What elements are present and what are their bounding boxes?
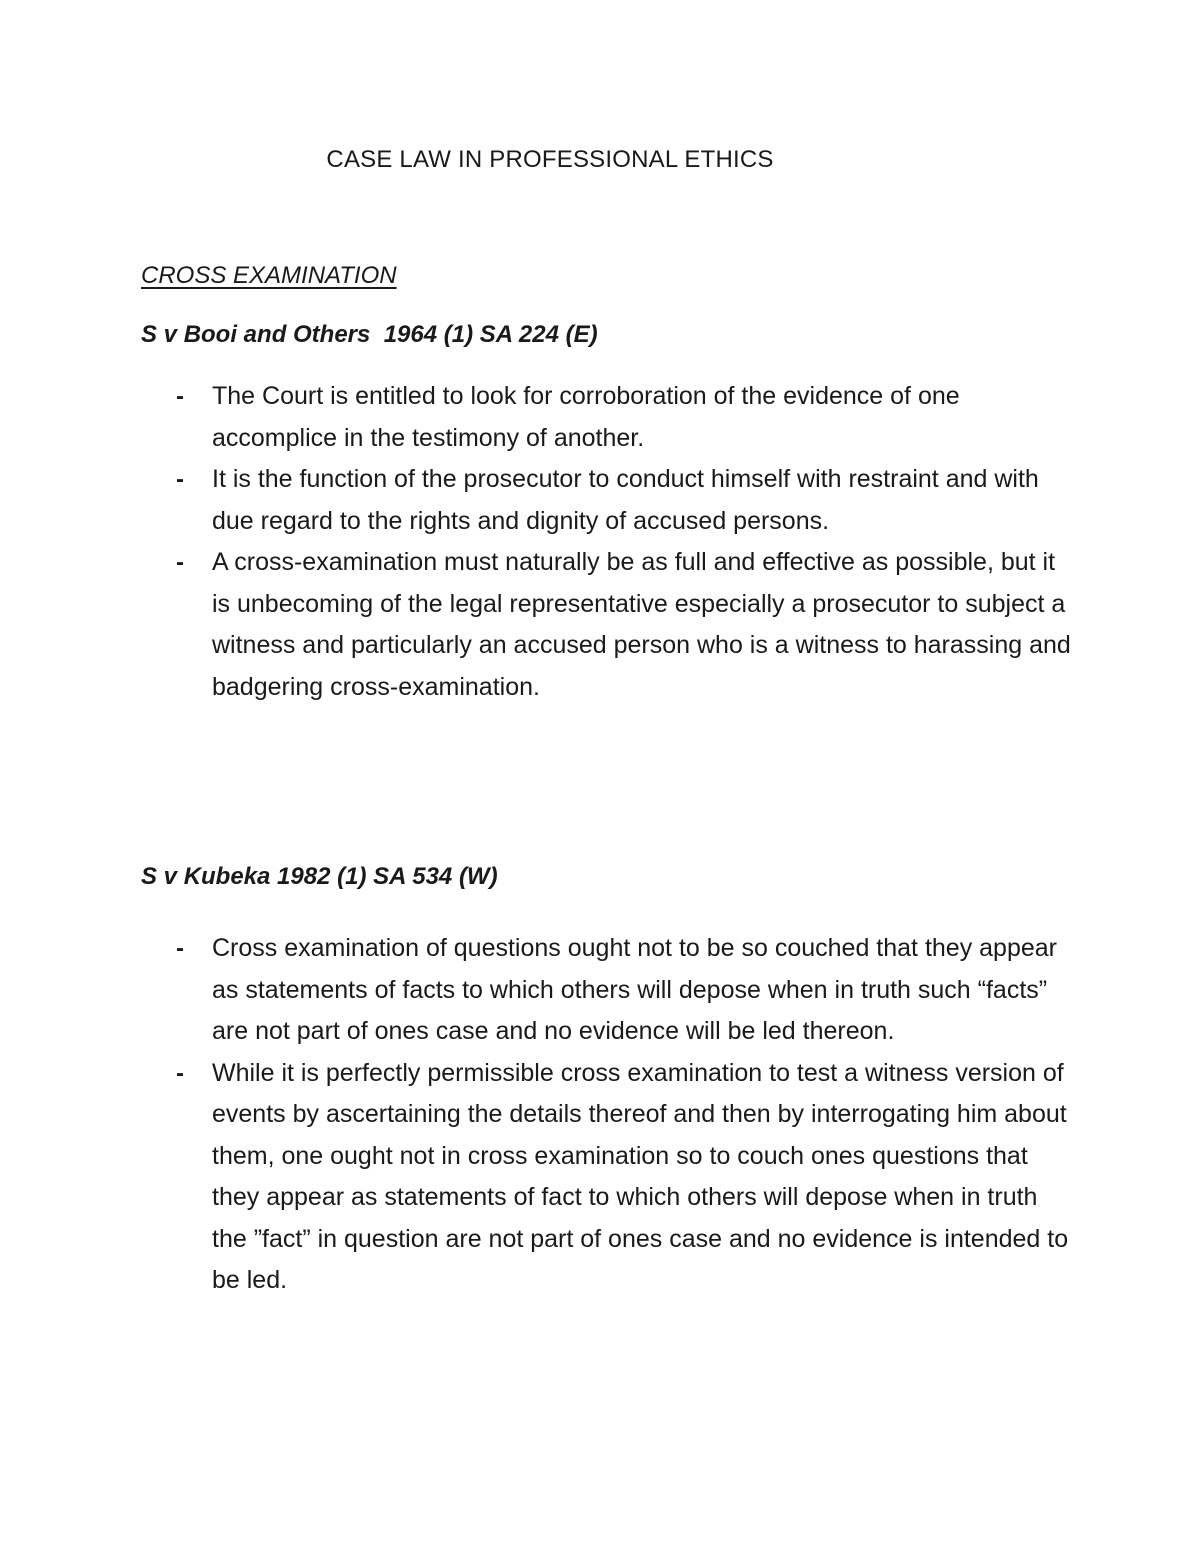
case-title: S v Booi and Others 1964 (1) SA 224 (E) bbox=[141, 321, 598, 348]
list-item bbox=[141, 376, 1071, 459]
point-text: Cross examination of questions ought not to be so couched that they appear as statements of facts to which others will depose when in truth such “facts” are not part of ones case and no evidence will be led thereon. bbox=[212, 934, 1057, 1045]
point-text: It is the function of the prosecutor to conduct himself with restraint and with due regard to the rights and dignity of accused persons. bbox=[212, 465, 1039, 535]
list-item bbox=[141, 459, 1071, 542]
point-text: While it is perfectly permissible cross examination to test a witness version of events by ascertaining the details thereof and then by interrogating him about them, one ought not in cross examination so to couch ones questions that they appear as statements of fact to which others will depose when in truth the ”fact” in question are not part of ones case and no evidence is intended to be led. bbox=[212, 1058, 1069, 1294]
document-title bbox=[0, 146, 1100, 174]
case-points-list bbox=[141, 928, 1071, 1302]
list-item bbox=[141, 1053, 1071, 1302]
point-text: The Court is entitled to look for corroboration of the evidence of one accomplice in the testimony of another. bbox=[212, 382, 960, 452]
case-title: S v Kubeka 1982 (1) SA 534 (W) bbox=[141, 863, 498, 890]
section-heading-cross-examination: CROSS EXAMINATION bbox=[141, 262, 397, 289]
case-s-v-kubeka bbox=[141, 862, 1071, 1302]
bullet-marker: - bbox=[176, 935, 184, 962]
list-item bbox=[141, 542, 1071, 708]
bullet-marker: - bbox=[176, 383, 184, 410]
bullet-marker: - bbox=[176, 549, 184, 576]
bullet-marker: - bbox=[176, 466, 184, 493]
list-item bbox=[141, 928, 1071, 1053]
point-text: A cross-examination must naturally be as full and effective as possible, but it is unbecoming of the legal representative especially a prosecutor to subject a witness and particularly an accused person who is a witness to harassing and badgering cross-examination. bbox=[212, 548, 1071, 701]
bullet-marker: - bbox=[176, 1059, 184, 1087]
case-points-list bbox=[141, 376, 1071, 708]
case-s-v-booi bbox=[141, 320, 1071, 708]
document-title-text: CASE LAW IN PROFESSIONAL ETHICS bbox=[326, 146, 774, 173]
